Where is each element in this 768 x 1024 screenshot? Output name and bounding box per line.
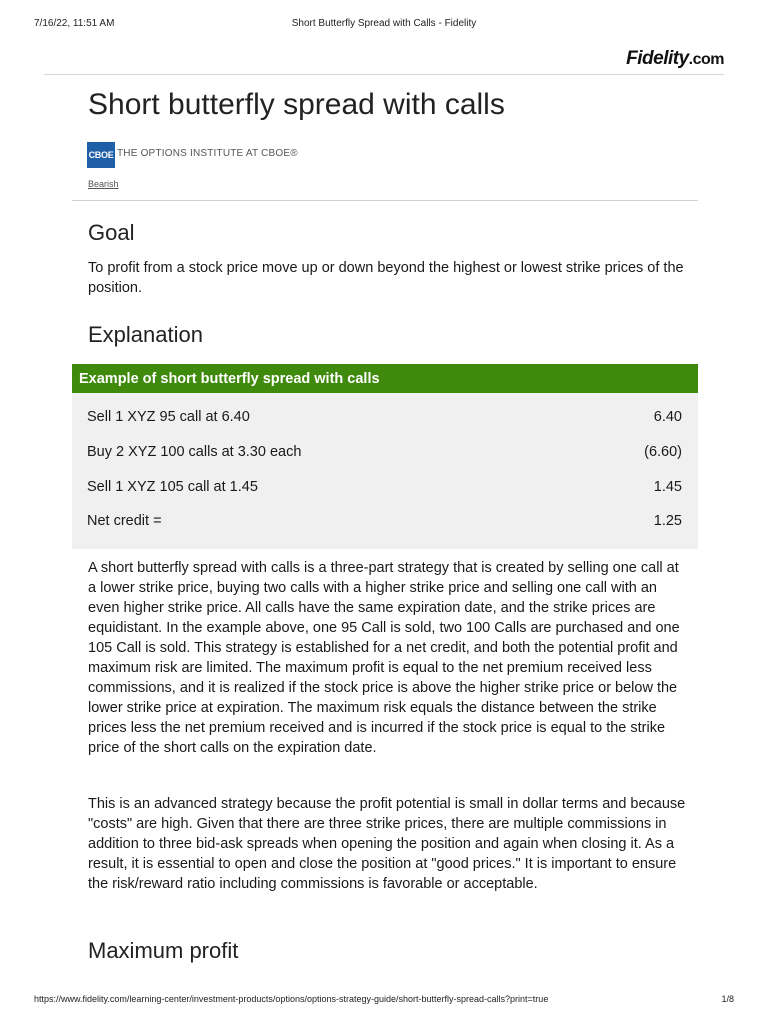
goal-text: To profit from a stock price move up or down beyond the highest or lowest strike prices of the position. — [88, 260, 684, 296]
row-value: 1.45 — [653, 479, 682, 495]
print-datetime: 7/16/22, 11:51 AM — [34, 18, 115, 29]
tag-bearish-link[interactable]: Bearish — [88, 179, 119, 189]
row-label: Sell 1 XYZ 105 call at 1.45 — [87, 479, 258, 495]
brand-name: Fidelity — [626, 48, 689, 69]
row-label: Sell 1 XYZ 95 call at 6.40 — [87, 409, 250, 425]
goal-heading: Goal — [88, 220, 135, 245]
row-value: (6.60) — [644, 444, 682, 460]
print-page-title: Short Butterfly Spread with Calls - Fidelity — [291, 18, 477, 29]
max-profit-heading: Maximum profit — [88, 938, 239, 963]
explanation-paragraph-1: A short butterfly spread with calls is a three-part strategy that is created by selling one call at a lower strike price, buying two calls with a higher strike price and selling one call with an even higher strike price. All calls have the same expiration date, and the strike prices are equidistant. In the example above, one 95 Call is sold, two 100 Calls are purchased and one 105 Call is sold. This strategy is established for a net credit, and both the potential profit and maximum risk are limited. The maximum profit is equal to the net premium received less commissions, and it is realized if the stock price is above the higher strike price or below the lower strike price at expiration. The maximum risk equals the distance between the strike prices less the net premium received and is incurred if the stock price is equal to the strike price of the short calls on the expiration date. — [88, 560, 680, 756]
cboe-logo-icon: CBOE — [87, 142, 115, 168]
example-table — [72, 364, 698, 549]
section-divider — [72, 200, 698, 201]
row-label: Buy 2 XYZ 100 calls at 3.30 each — [87, 444, 302, 460]
header-divider — [44, 74, 724, 75]
brand-suffix: .com — [688, 51, 724, 68]
row-value: 6.40 — [653, 409, 682, 425]
table-row — [87, 513, 682, 533]
print-url: https://www.fidelity.com/learning-center/investment-products/options/options-strategy-guide/short-butterfly-spread-calls?print=true — [34, 994, 549, 1004]
table-row — [87, 444, 682, 464]
explanation-paragraph-2: This is an advanced strategy because the profit potential is small in dollar terms and because "costs" are high. Given that there are three strike prices, there are multiple commissions in addition to three bid-ask spreads when opening the position and again when closing it. As a result, it is essential to open and close the position at "good prices." It is important to ensure the risk/reward ratio including commissions is favorable or acceptable. — [88, 796, 686, 892]
explanation-heading: Explanation — [88, 322, 203, 347]
print-page-number: 1/8 — [721, 994, 734, 1004]
row-value: 1.25 — [653, 513, 682, 529]
page-title: Short butterfly spread with calls — [88, 88, 505, 121]
table-row — [87, 479, 682, 499]
print-header — [34, 18, 734, 32]
example-table-title: Example of short butterfly spread with calls — [72, 364, 698, 393]
fidelity-logo[interactable] — [626, 48, 724, 70]
source-label: THE OPTIONS INSTITUTE AT CBOE® — [117, 148, 298, 159]
table-row — [87, 409, 682, 429]
row-label: Net credit = — [87, 513, 162, 529]
